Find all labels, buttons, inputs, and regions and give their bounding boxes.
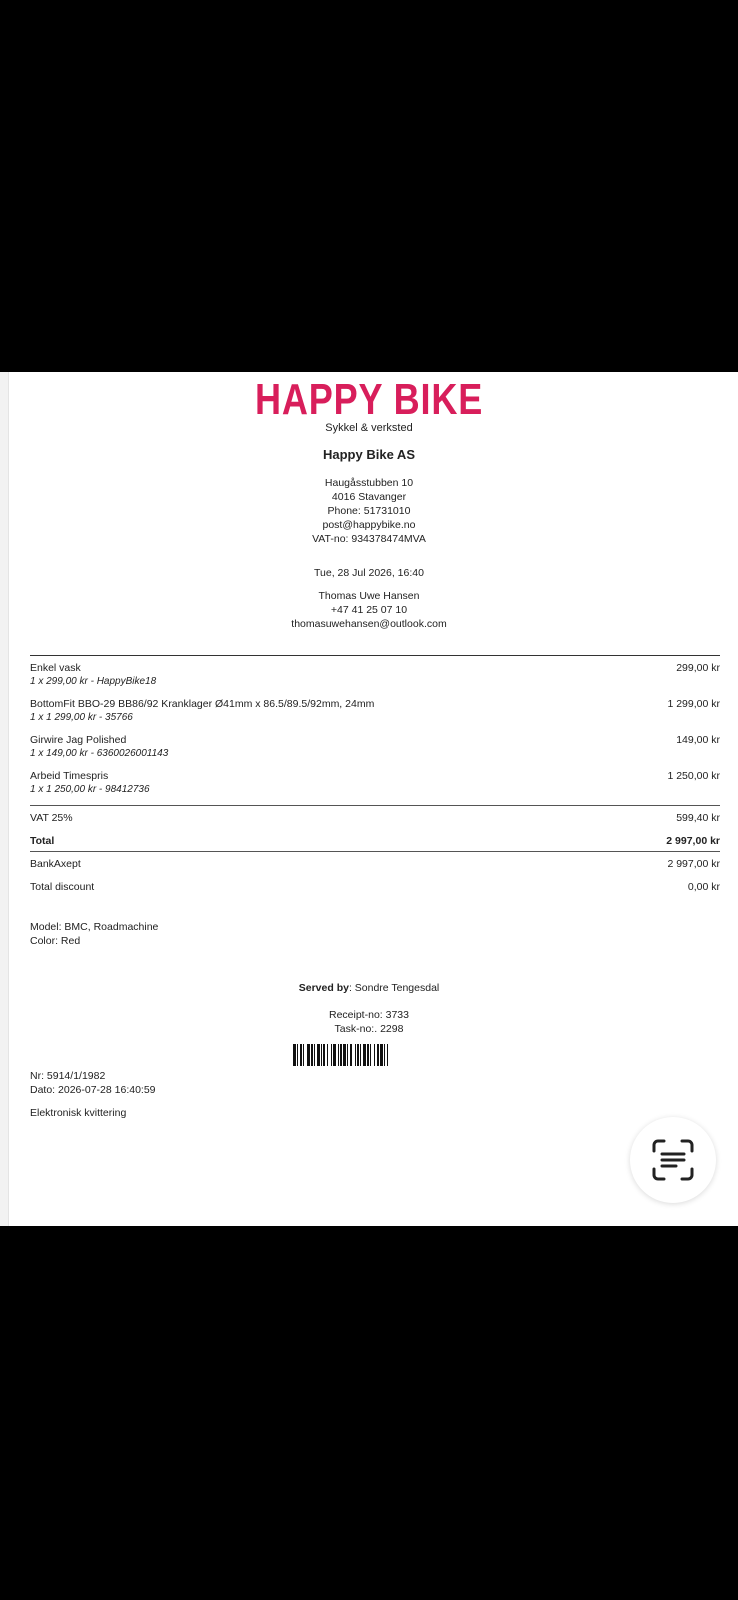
served-by-label: Served by bbox=[298, 982, 349, 994]
item-detail: 1 x 149,00 kr - 6360026001143 bbox=[30, 748, 169, 759]
customer-phone: +47 41 25 07 10 bbox=[330, 604, 408, 616]
logo-tagline: Sykkel & verksted bbox=[325, 422, 413, 434]
payment-label: BankAxept bbox=[30, 858, 81, 870]
text-scan-icon bbox=[648, 1135, 698, 1185]
item-price: 149,00 kr bbox=[676, 734, 720, 746]
shop-address bbox=[0, 476, 738, 546]
item-name: Arbeid Timespris bbox=[30, 770, 109, 782]
item-price: 1 250,00 kr bbox=[667, 770, 720, 782]
divider bbox=[30, 655, 720, 656]
receipt-nr: Nr: 5914/1/1982 bbox=[30, 1070, 106, 1082]
customer-info bbox=[0, 589, 738, 631]
receipt-no: Receipt-no: 3733 bbox=[329, 1009, 409, 1021]
customer-name: Thomas Uwe Hansen bbox=[318, 590, 420, 602]
divider bbox=[30, 851, 720, 852]
address-line: Phone: 51731010 bbox=[327, 505, 411, 517]
customer-email: thomasuwehansen@outlook.com bbox=[291, 618, 447, 630]
payment-value: 2 997,00 kr bbox=[667, 858, 720, 870]
address-line: Haugåsstubben 10 bbox=[324, 477, 414, 489]
item-name: BottomFit BBO-29 BB86/92 Kranklager Ø41mm x 86.5/89.5/92mm, 24mm bbox=[30, 698, 375, 710]
electronic-receipt-label: Elektronisk kvittering bbox=[30, 1107, 127, 1119]
divider bbox=[30, 805, 720, 806]
receipt-dato: Dato: 2026-07-28 16:40:59 bbox=[30, 1084, 156, 1096]
scan-text-button[interactable] bbox=[630, 1117, 716, 1203]
bike-info bbox=[30, 920, 158, 948]
discount-label: Total discount bbox=[30, 881, 95, 893]
address-line: VAT-no: 934378474MVA bbox=[312, 533, 426, 545]
total-value: 2 997,00 kr bbox=[666, 835, 720, 847]
served-by-name: : Sondre Tengesdal bbox=[348, 982, 440, 994]
task-no: Task-no:. 2298 bbox=[334, 1023, 404, 1035]
item-detail: 1 x 1 299,00 kr - 35766 bbox=[30, 712, 133, 723]
item-price: 299,00 kr bbox=[676, 662, 720, 674]
address-line: 4016 Stavanger bbox=[331, 491, 407, 503]
happy-bike-logo: HAPPY BIKE bbox=[254, 375, 484, 424]
vat-label: VAT 25% bbox=[30, 812, 73, 824]
item-name: Enkel vask bbox=[30, 662, 81, 674]
address-line: post@happybike.no bbox=[322, 519, 416, 531]
shop-name: Happy Bike AS bbox=[323, 447, 415, 462]
receipt-numbers bbox=[0, 1008, 738, 1036]
served-by bbox=[0, 981, 738, 995]
item-name: Girwire Jag Polished bbox=[30, 734, 127, 746]
barcode bbox=[293, 1044, 457, 1066]
discount-value: 0,00 kr bbox=[687, 881, 720, 893]
receipt-datetime: Tue, 28 Jul 2026, 16:40 bbox=[314, 567, 424, 579]
item-detail: 1 x 1 250,00 kr - 98412736 bbox=[30, 784, 150, 795]
bike-model: Model: BMC, Roadmachine bbox=[30, 921, 159, 933]
receipt-page bbox=[0, 372, 738, 1226]
logo-block bbox=[0, 376, 738, 434]
item-price: 1 299,00 kr bbox=[667, 698, 720, 710]
bike-color: Color: Red bbox=[30, 935, 81, 947]
item-detail: 1 x 299,00 kr - HappyBike18 bbox=[30, 676, 157, 687]
total-label: Total bbox=[30, 835, 55, 847]
receipt-meta bbox=[30, 1069, 156, 1097]
barcode-bar bbox=[388, 1044, 389, 1066]
vat-value: 599,40 kr bbox=[676, 812, 720, 824]
